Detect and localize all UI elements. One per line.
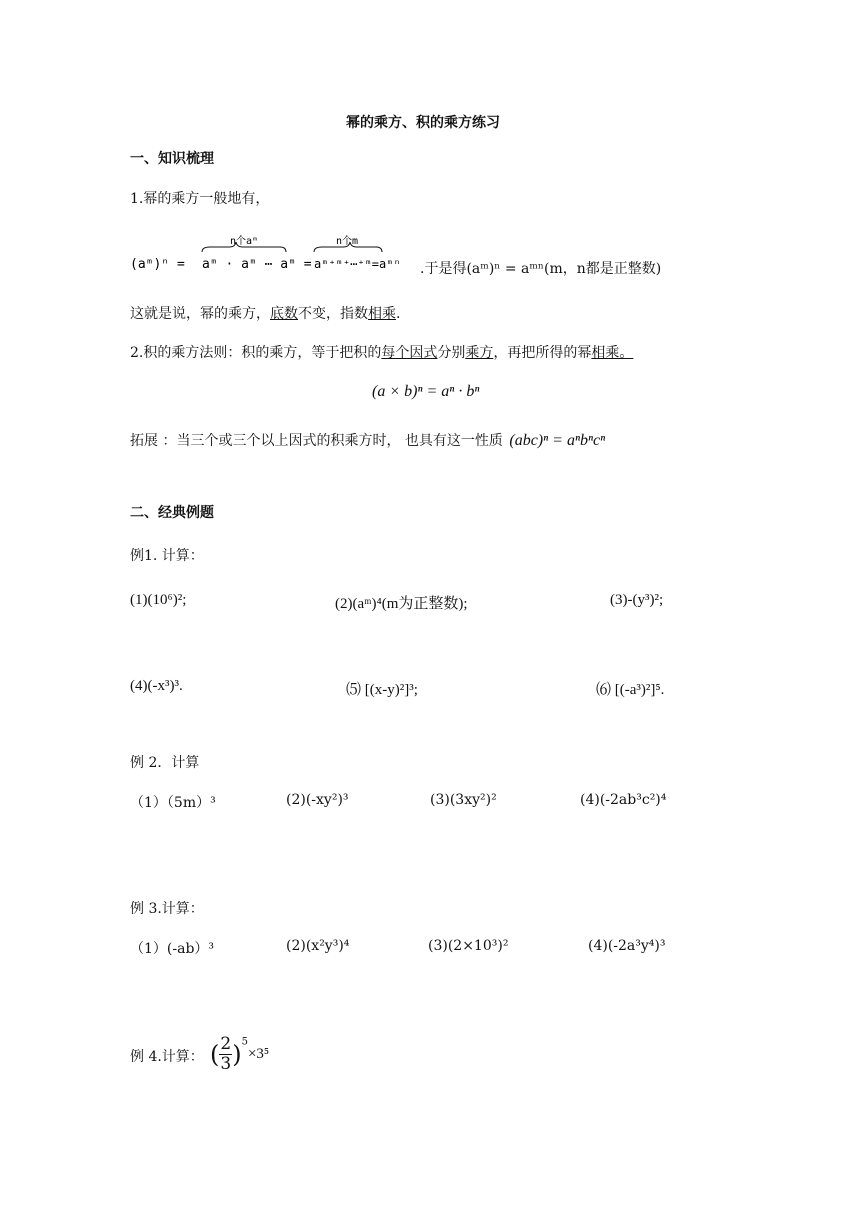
ex2-item-4: (4)(-2ab³c²)⁴ — [580, 792, 667, 808]
ex4-numerator: 2 — [220, 1034, 232, 1054]
power-formula-image — [130, 230, 420, 274]
item2-mid1: 分别 — [437, 345, 466, 361]
extension-formula: (abc)ⁿ = aⁿbⁿcⁿ — [509, 432, 606, 449]
ex3-item-4: (4)(-2a³y⁴)³ — [588, 938, 666, 954]
ex4-open-paren: ( — [210, 1040, 220, 1069]
explain-mid: 不变，指数 — [298, 306, 368, 322]
section1-heading: 一、知识梳理 — [130, 151, 214, 167]
item2-prefix: 2.积的乘方法则：积的乘方，等于把积的 — [130, 345, 382, 361]
ex4-expression — [210, 1036, 269, 1073]
explain-end: . — [396, 306, 401, 322]
power-formula-svg — [130, 230, 420, 274]
ex2-item-2: (2)(-xy²)³ — [286, 792, 349, 808]
extension-line — [130, 430, 605, 450]
ex4-label: 例 4.计算： — [130, 1049, 204, 1065]
ex1-item-4: (4)(-x³)³. — [130, 678, 183, 694]
item2-multiply: 相乘。 — [591, 345, 634, 361]
item2-line — [130, 342, 633, 362]
item2-power: 乘方 — [465, 345, 494, 361]
product-terms: aᵐ · aᵐ ⋯ aᵐ = — [202, 257, 312, 272]
page-title: 幂的乘方、积的乘方练习 — [346, 115, 500, 131]
ex3-item-1: （1）(-ab）³ — [130, 941, 215, 957]
item1-intro: 1.幂的乘方一般地有， — [130, 191, 270, 207]
ex3-label: 例 3.计算： — [130, 901, 204, 917]
ex4-rest: ×3⁵ — [247, 1046, 270, 1062]
left-power: (aᵐ)ⁿ = — [130, 257, 185, 272]
sum-part: aᵐ⁺ᵐ⁺⋯⁺ᵐ=aᵐⁿ — [314, 257, 401, 271]
section2-heading: 二、经典例题 — [130, 505, 214, 521]
ex1-item-1: (1)(10⁶)²; — [130, 592, 187, 608]
ex4-outer-exponent: 5 — [241, 1036, 248, 1048]
item2-mid2: ，再把所得的幂 — [493, 345, 592, 361]
explain-prefix: 这就是说，幂的乘方， — [130, 306, 270, 322]
explain-line — [130, 303, 400, 323]
ex1-item-5: ⑸ [(x-y)²]³; — [346, 682, 418, 698]
ex1-item-2: (2)(aᵐ)⁴(m为正整数); — [335, 596, 468, 612]
extension-text: 拓展 ：当三个或三个以上因式的积乘方时， 也具有这一性质 — [130, 433, 503, 449]
ex4-close-paren: ) — [232, 1040, 242, 1069]
product-rule-formula: (a × b)ⁿ = aⁿ · bⁿ — [372, 383, 480, 400]
item2-each-factor: 每个因式 — [381, 345, 438, 361]
brace-label-2: n个m — [336, 236, 359, 247]
ex4-fraction — [219, 1036, 232, 1073]
formula-suffix: .于是得(aᵐ)ⁿ = aᵐⁿ(m，n都是正整数) — [420, 261, 662, 277]
ex1-item-6: ⑹ [(-a³)²]⁵. — [596, 682, 665, 698]
explain-base: 底数 — [270, 306, 298, 322]
ex3-item-3: (3)(2×10³)² — [428, 938, 509, 954]
ex2-label: 例 2．计算 — [130, 755, 200, 771]
ex1-label: 例1. 计算： — [130, 548, 204, 564]
ex1-item-3: (3)-(y³)²; — [610, 592, 664, 608]
ex3-item-2: (2)(x²y³)⁴ — [286, 938, 350, 954]
ex4-denominator: 3 — [220, 1054, 232, 1074]
ex2-item-3: (3)(3xy²)² — [430, 792, 497, 808]
ex2-item-1: （1）（5m）³ — [130, 795, 216, 811]
brace-label-1: n个aᵐ — [230, 236, 259, 247]
explain-multiply: 相乘 — [368, 306, 396, 322]
